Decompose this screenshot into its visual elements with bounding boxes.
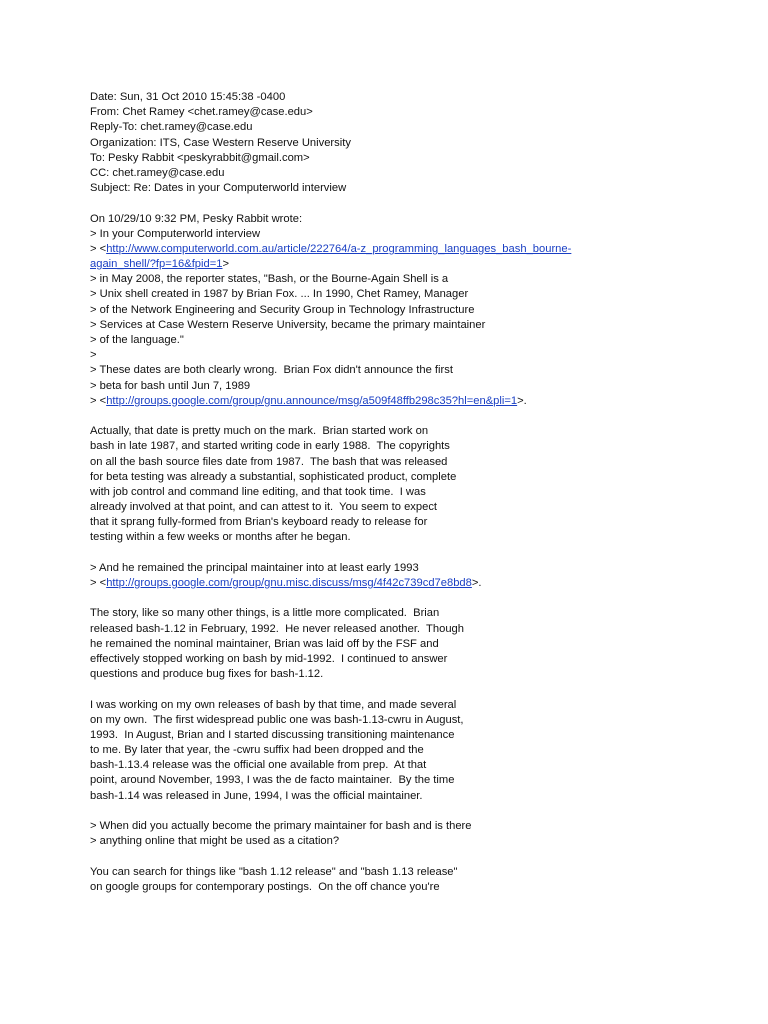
quote-line: > anything online that might be used as a citation? xyxy=(90,835,340,848)
body-line: bash-1.14 was released in June, 1994, I was the official maintainer. xyxy=(90,789,423,802)
body-line: You can search for things like "bash 1.12 release" and "bash 1.13 release" xyxy=(90,865,458,878)
quote-block-1 xyxy=(90,212,690,409)
blank-line xyxy=(90,682,690,697)
quote-line: > of the Network Engineering and Security Group in Technology Infrastructure xyxy=(90,303,475,316)
body-line: on my own. The first widespread public one was bash-1.13-cwru in August, xyxy=(90,713,464,726)
body-line: already involved at that point, and can attest to it. You seem to expect xyxy=(90,501,438,514)
body-line: with job control and command line editing, and that took time. I was xyxy=(90,485,426,498)
blank-line xyxy=(90,804,690,819)
paragraph-4 xyxy=(90,865,690,895)
body-line: bash-1.13.4 release was the official one available from prep. At that xyxy=(90,759,427,772)
quote-line: > of the language." xyxy=(90,334,184,346)
paragraph-1 xyxy=(90,424,690,546)
blank-line xyxy=(90,546,690,561)
quote-block-3 xyxy=(90,819,690,849)
body-line: that it sprang fully-formed from Brian's keyboard ready to release for xyxy=(90,516,428,529)
body-line: he remained the nominal maintainer, Brian was laid off by the FSF and xyxy=(90,637,439,650)
paragraph-2 xyxy=(90,606,690,682)
quote-prefix: > < xyxy=(90,394,107,407)
quote-line: > beta for bash until Jun 7, 1989 xyxy=(90,379,251,392)
body-line: testing within a few weeks or months after he began. xyxy=(90,531,351,544)
quote-line: > xyxy=(90,349,97,362)
body-line: questions and produce bug fixes for bash-1.12. xyxy=(90,668,324,681)
body-line: I was working on my own releases of bash by that time, and made several xyxy=(90,698,457,711)
quote-line: > Services at Case Western Reserve University, became the primary maintainer xyxy=(90,318,486,331)
quote-line: > When did you actually become the primary maintainer for bash and is there xyxy=(90,820,472,832)
quote-attribution: On 10/29/10 9:32 PM, Pesky Rabbit wrote: xyxy=(90,212,303,225)
body-line: effectively stopped working on bash by mid-1992. I continued to answer xyxy=(90,652,448,665)
blank-line xyxy=(90,591,690,606)
paragraph-3 xyxy=(90,698,690,804)
email-header xyxy=(90,90,690,196)
body-line: bash in late 1987, and started writing code in early 1988. The copyrights xyxy=(90,440,450,453)
body-line: The story, like so many other things, is a little more complicated. Brian xyxy=(90,607,440,620)
quote-prefix: > < xyxy=(90,577,107,589)
quote-prefix: > < xyxy=(90,242,107,255)
header-cc: CC: chet.ramey@case.edu xyxy=(90,166,225,179)
quote-line-with-link xyxy=(90,576,690,591)
blank-line xyxy=(90,409,690,424)
quote-line: > in May 2008, the reporter states, "Bash, or the Bourne-Again Shell is a xyxy=(90,273,449,286)
body-line: point, around November, 1993, I was the de facto maintainer. By the time xyxy=(90,774,455,787)
header-from: From: Chet Ramey <chet.ramey@case.edu> xyxy=(90,106,313,119)
quote-line-with-link xyxy=(90,394,690,409)
header-organization: Organization: ITS, Case Western Reserve University xyxy=(90,136,351,149)
body-line: for beta testing was already a substantial, sophisticated product, complete xyxy=(90,470,457,483)
computerworld-article-link[interactable]: http://www.computerworld.com.au/article/222764/a-z_programming_languages_bash_bourne- xyxy=(106,242,572,255)
header-reply-to: Reply-To: chet.ramey@case.edu xyxy=(90,121,253,134)
quote-line: > Unix shell created in 1987 by Brian Fox. ... In 1990, Chet Ramey, Manager xyxy=(90,288,469,301)
quote-line-with-link xyxy=(90,257,690,272)
header-to: To: Pesky Rabbit <peskyrabbit@gmail.com> xyxy=(90,151,310,164)
quote-line: > And he remained the principal maintainer into at least early 1993 xyxy=(90,561,419,574)
quote-line-with-link xyxy=(90,242,690,257)
body-line: released bash-1.12 in February, 1992. He never released another. Though xyxy=(90,622,464,635)
blank-line xyxy=(90,196,690,211)
email-message xyxy=(90,90,690,895)
quote-suffix: > xyxy=(222,258,230,271)
quote-line: > These dates are both clearly wrong. Brian Fox didn't announce the first xyxy=(90,364,453,377)
body-line: Actually, that date is pretty much on the mark. Brian started work on xyxy=(90,425,429,438)
body-line: to me. By later that year, the -cwru suffix had been dropped and the xyxy=(90,744,424,757)
body-line: on all the bash source files date from 1987. The bash that was released xyxy=(90,455,448,468)
body-line: on google groups for contemporary postings. On the off chance you're xyxy=(90,880,440,893)
body-line: 1993. In August, Brian and I started discussing transitioning maintenance xyxy=(90,728,455,741)
computerworld-article-link-continued[interactable]: again_shell/?fp=16&fpid=1 xyxy=(90,258,223,271)
quote-line: > In your Computerworld interview xyxy=(90,227,261,240)
quote-block-2 xyxy=(90,561,690,591)
quote-suffix: >. xyxy=(471,577,482,589)
header-subject: Subject: Re: Dates in your Computerworld interview xyxy=(90,182,347,195)
gnu-misc-discuss-link[interactable]: http://groups.google.com/group/gnu.misc.discuss/msg/4f42c739cd7e8bd8 xyxy=(106,577,472,589)
quote-suffix: >. xyxy=(517,394,527,407)
blank-line xyxy=(90,849,690,864)
header-date: Date: Sun, 31 Oct 2010 15:45:38 -0400 xyxy=(90,91,286,103)
gnu-announce-link[interactable]: http://groups.google.com/group/gnu.announce/msg/a509f48ffb298c35?hl=en&pli=1 xyxy=(106,394,518,407)
